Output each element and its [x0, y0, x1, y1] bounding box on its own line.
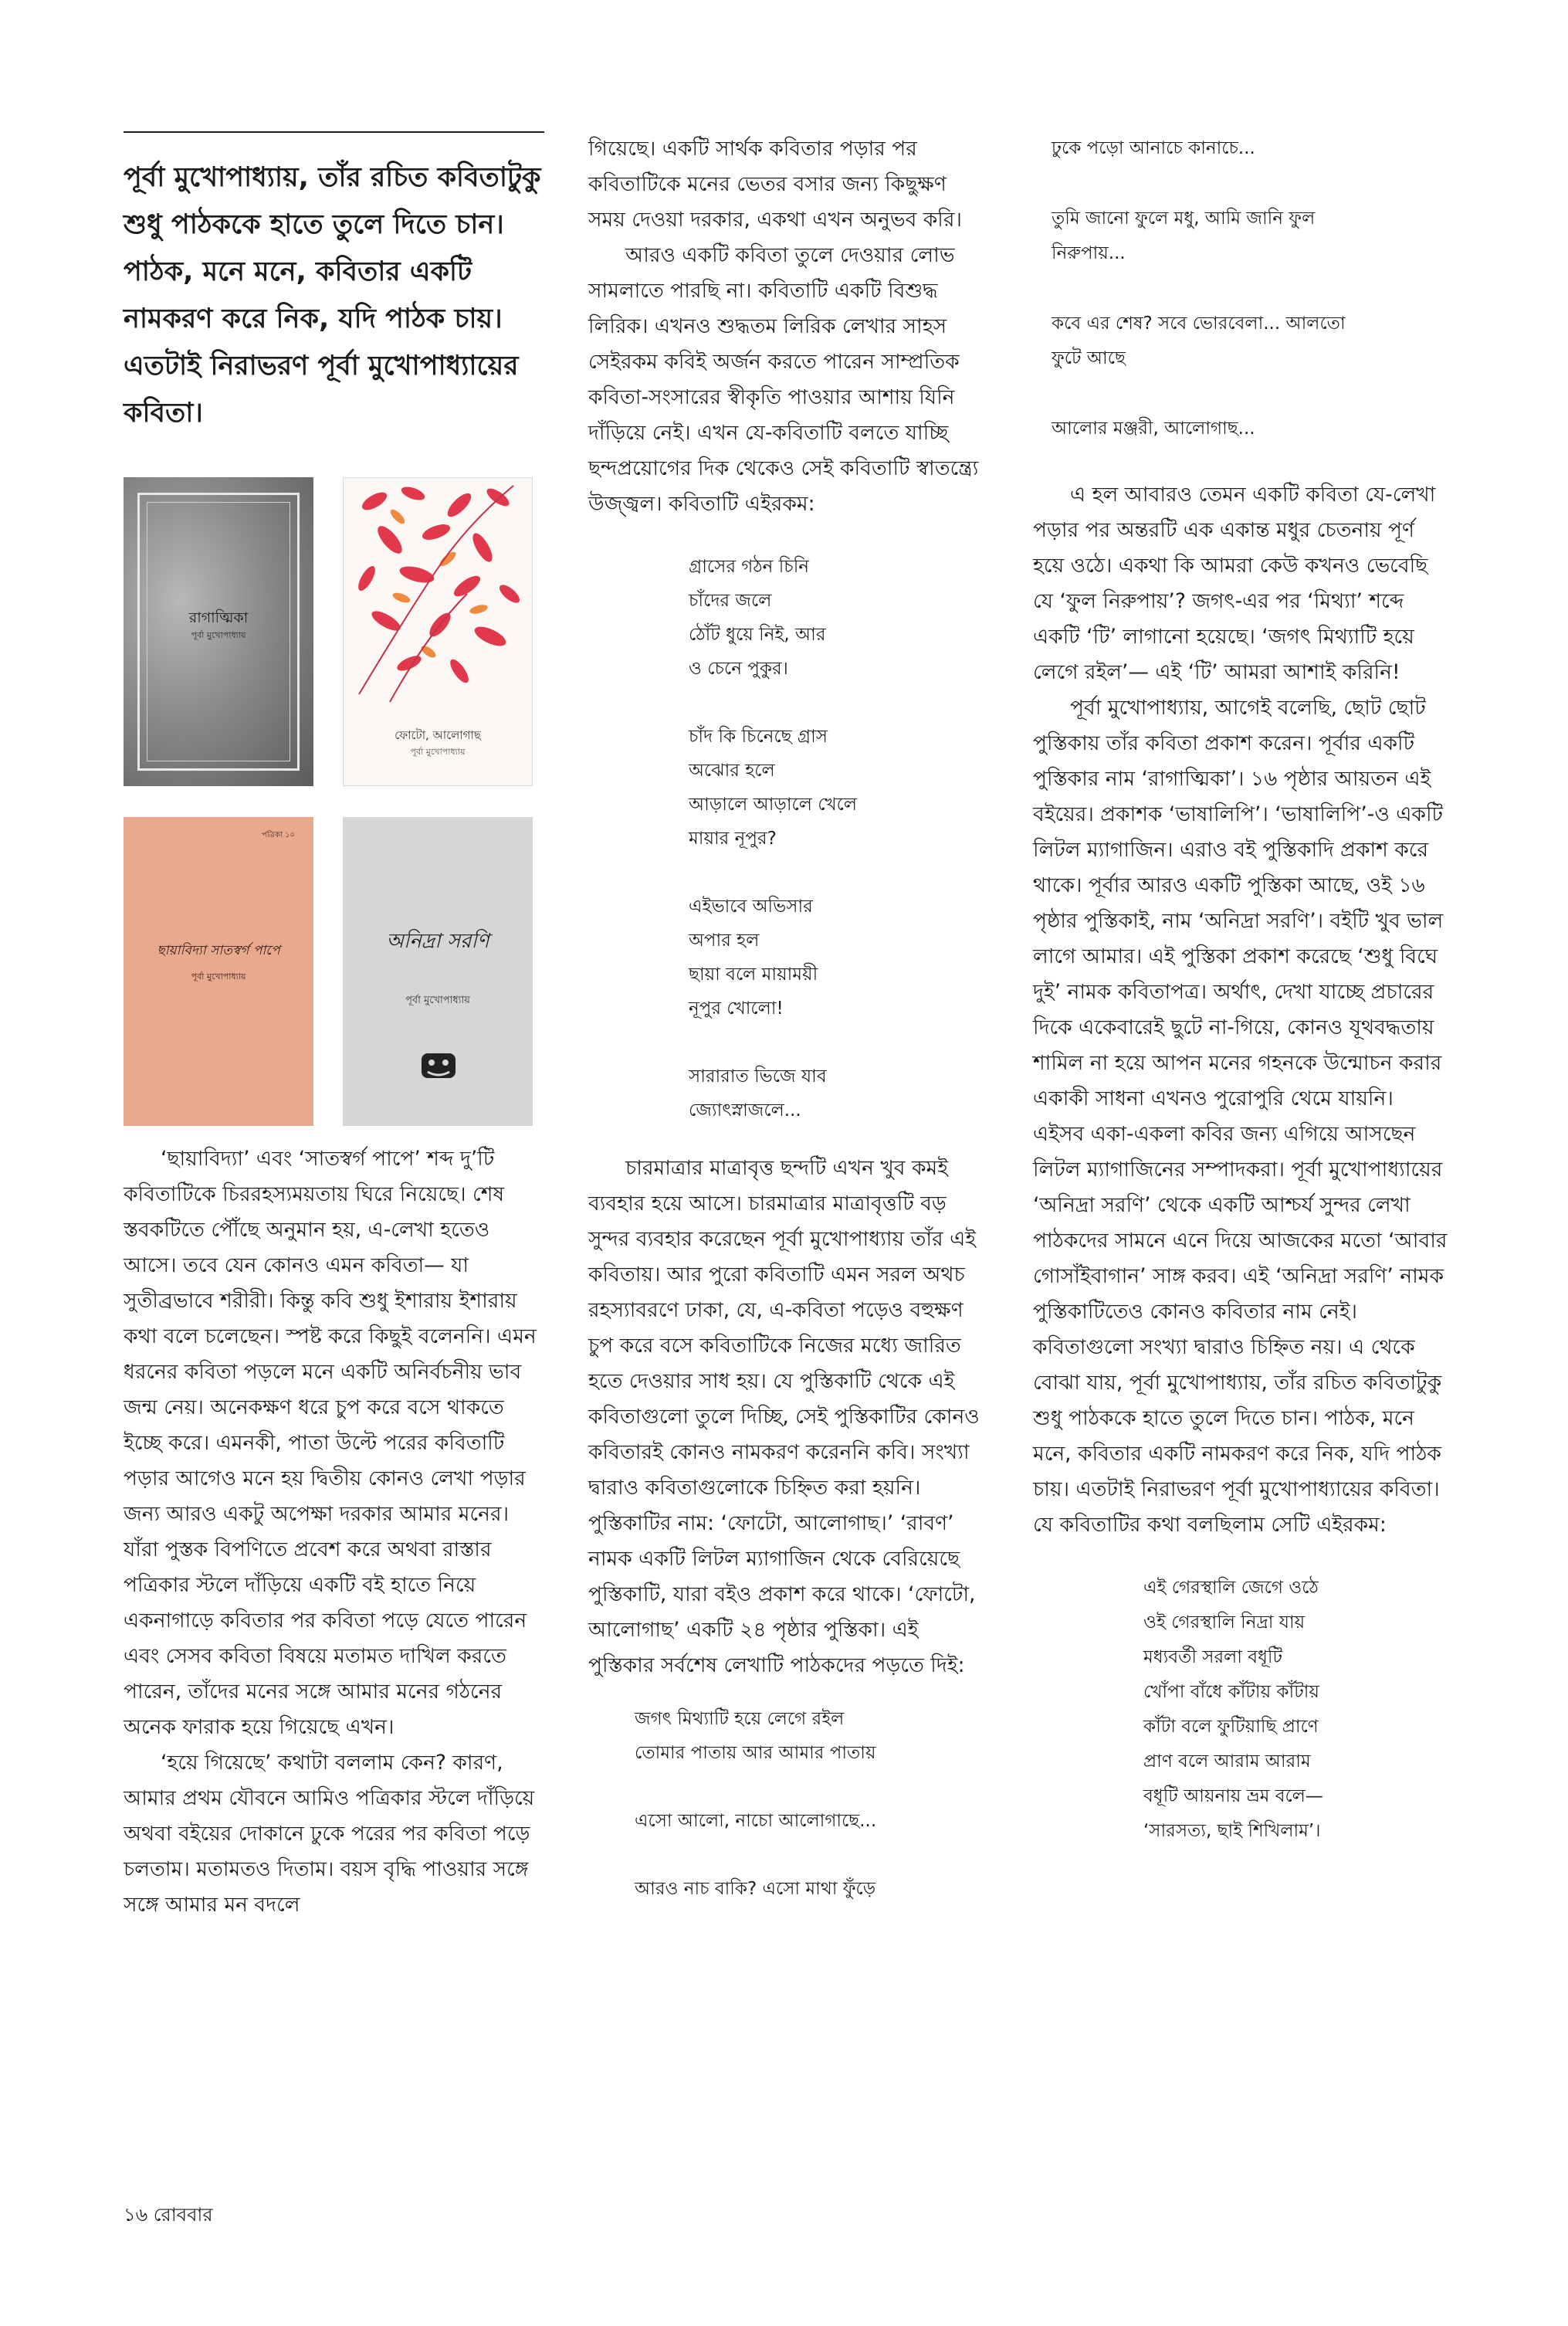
poem-line: জ্যোৎস্নাজলে... — [689, 1100, 801, 1121]
poem-line: মধ্যবর্তী সরলা বধূটি — [1143, 1647, 1283, 1667]
poem-falling-moon — [588, 550, 990, 1127]
poem-line: মায়ার নূপুর? — [689, 829, 777, 849]
page-footer: ১৬ রোববার — [124, 2204, 213, 2226]
poem-line: ওই গেরস্থালি নিদ্রা যায় — [1143, 1612, 1306, 1633]
poem-line: আড়ালে আড়ালে খেলে — [689, 795, 858, 815]
article-paragraph: গিয়েছে। একটি সার্থক কবিতার পড়ার পর কবিতাটিকে মনের ভেতর বসার জন্য কিছুক্ষণ সময় দেওয়া দরকার, একথা এখন অনুভব করি। — [588, 137, 962, 232]
book-covers — [124, 477, 544, 1141]
poem-line: খোঁপা বাঁধে কাঁটায় কাঁটায় — [1143, 1682, 1319, 1702]
cover-author: পূর্বা মুখোপাধ্যায় — [405, 995, 470, 1006]
poem-line: ফুটে আছে — [1052, 348, 1126, 368]
poem-line: ও চেনে পুকুর। — [689, 659, 788, 679]
poem-line: ঠোঁট ধুয়ে নিই, আর — [689, 625, 826, 645]
article-paragraph: চারমাত্রার মাত্রাবৃত্ত ছন্দটি এখন খুব কমই ব্যবহার হয়ে আসে। চারমাত্রার মাত্রাবৃত্তটি বড় সুন্দর ব্যবহার করেছেন পূর্বা মুখোপাধ্যায় তাঁর এই কবিতায়। আর পুরো কবিতাটি এমন সরল অথচ রহস্যাবরণে ঢাকা, যে, এ-কবিতা পড়েও বহুক্ষণ চুপ করে বসে কবিতাটিকে নিজের মধ্যে জারিত হতে দেওয়ার সাধ হয়। যে পুস্তিকাটি থেকে এই কবিতাগুলো তুলে দিচ্ছি, সেই পুস্তিকাটির কোনও কবিতারই কোনও নামকরণ করেননি কবি। সংখ্যা দ্বারাও কবিতাগুলোকে চিহ্নিত করা হয়নি। পুস্তিকাটির নাম: ‘ফোটো, আলোগাছ।’ ‘রাবণ’ নামক একটি লিটল ম্যাগাজিন থেকে বেরিয়েছে পুস্তিকাটি, যারা বইও প্রকাশ করে থাকে। ‘ফোটো, আলোগাছ’ একটি ২৪ পৃষ্ঠার পুস্তিকা। এই পুস্তিকার সর্বশেষ লেখাটি পাঠকদের পড়তে দিই: — [588, 1156, 980, 1677]
cover-photo-alogach — [343, 477, 533, 786]
poem-line: নূপুর খোলো! — [689, 999, 784, 1019]
cover-author: পূর্বা মুখোপাধ্যায় — [191, 971, 246, 982]
poem-line: জগৎ মিথ্যাটি হয়ে লেগে রইল — [635, 1709, 845, 1729]
column-middle — [588, 131, 990, 1906]
article-paragraph: আরও একটি কবিতা তুলে দেওয়ার লোভ সামলাতে পারছি না। কবিতাটি একটি বিশুদ্ধ লিরিক। এখনও শুদ্ধতম লিরিক লেখার সাহস সেইরকম কবিই অর্জন করতে পারেন সাম্প্রতিক কবিতা-সংসারের স্বীকৃতি পাওয়ার আশায় যিনি দাঁড়িয়ে নেই। এখন যে-কবিতাটি বলতে যাচ্ছি ছন্দপ্রয়োগের দিক থেকেও সেই কবিতাটি স্বাতন্ত্র্যে উজ্জ্বল। কবিতাটি এইরকম: — [588, 243, 979, 516]
poem-line: ঢুকে পড়ো আনাচে কানাচে... — [1052, 138, 1255, 158]
article-paragraph: এ হল আবারও তেমন একটি কবিতা যে-লেখা পড়ার পর অন্তরটি এক একান্ত মধুর চেতনায় পূর্ণ হয়ে ওঠে। একথা কি আমরা কেউ কখনও ভেবেছি যে ‘ফুল নিরুপায়’? জগৎ-এর পর ‘মিথ্যা’ শব্দে একটি ‘টি’ লাগানো হয়েছে। ‘জগৎ মিথ্যাটি হয়ে লেগে রইল’— এই ‘টি’ আমরা আশাই করিনি! — [1033, 483, 1436, 684]
pull-quote: পূর্বা মুখোপাধ্যায়, তাঁর রচিত কবিতাটুকু শুধু পাঠককে হাতে তুলে দিতে চান। পাঠক, মনে মনে, কবিতার একটি নামকরণ করে নিক, যদি পাঠক চায়। এতটাই নিরাভরণ পূর্বা মুখোপাধ্যায়ের কবিতা। — [124, 162, 541, 429]
poem-line: বধূটি আয়নায় ভ্রম বলে— — [1143, 1786, 1323, 1806]
poem-line: অঝোর হলে — [689, 761, 775, 781]
poem-line: এসো আলো, নাচো আলোগাছে... — [635, 1811, 877, 1831]
poem-line: নিরুপায়... — [1052, 243, 1126, 263]
column-right — [1033, 131, 1450, 1849]
poem-line: সারারাত ভিজে যাব — [689, 1066, 827, 1087]
poem-line: ছায়া বলে মায়াময়ী — [689, 965, 818, 985]
cover-author: পূর্বা মুখোপাধ্যায় — [410, 747, 466, 757]
cover-title: রাগাত্মিকা — [188, 609, 249, 626]
cover-title: অনিদ্রা সরণি — [386, 930, 489, 953]
article-paragraph: ‘হয়ে গিয়েছে’ কথাটা বললাম কেন? কারণ, আমার প্রথম যৌবনে আমিও পত্রিকার স্টলে দাঁড়িয়ে অথবা বইয়ের দোকানে ঢুকে পরের পর কবিতা পড়ে চলতাম। মতামতও দিতাম। বয়স বৃদ্ধি পাওয়ার সঙ্গে সঙ্গে আমার মন বদলে — [124, 1751, 535, 1917]
poem-line: আলোর মঞ্জরী, আলোগাছ... — [1052, 419, 1255, 439]
cover-anidra-sarani — [343, 817, 533, 1126]
cover-ragatmika — [124, 477, 313, 786]
poem-line: তোমার পাতায় আর আমার পাতায় — [635, 1743, 876, 1763]
poem-line: গ্রাসের গঠন চিনি — [689, 557, 810, 577]
poem-line: এইভাবে অভিসার — [689, 897, 813, 917]
poem-line: কাঁটা বলে ফুটিয়াছি প্রাণে — [1143, 1717, 1319, 1737]
pull-quote-rule — [124, 131, 544, 133]
poem-alogach-part1 — [588, 1702, 990, 1906]
poem-line: তুমি জানো ফুলে মধু, আমি জানি ফুল — [1052, 209, 1316, 229]
cover-title: ছায়াবিদ্যা সাতস্বর্গ পাপে — [157, 943, 280, 958]
article-paragraph: ‘ছায়াবিদ্যা’ এবং ‘সাতস্বর্গ পাপে’ শব্দ দু’টি কবিতাটিকে চিররহস্যময়তায় ঘিরে নিয়েছে। শেষ স্তবকটিতে পৌঁছে অনুমান হয়, এ-লেখা হতেও আসে। তবে যেন কোনও এমন কবিতা— যা সুতীব্রভাবে শরীরী। কিন্তু কবি শুধু ইশারায় ইশারায় কথা বলে চলেছেন। স্পষ্ট করে কিছুই বলেননি। এমন ধরনের কবিতা পড়লে মনে একটি অনির্বচনীয় ভাব জন্ম নেয়। অনেকক্ষণ ধরে চুপ করে বসে থাকতে ইচ্ছে করে। এমনকী, পাতা উল্টে পরের কবিতাটি পড়ার আগেও মনে হয় দ্বিতীয় কোনও লেখা পড়ার জন্য আরও একটু অপেক্ষা দরকার আমার মনের। যাঁরা পুস্তক বিপণিতে প্রবেশ করে অথবা রাস্তার পত্রিকার স্টলে দাঁড়িয়ে একটি বই হাতে নিয়ে একনাগাড়ে কবিতার পর কবিতা পড়ে যেতে পারেন এবং সেসব কবিতা বিষয়ে মতামত দাখিল করতে পারেন, তাঁদের মনের সঙ্গে আমার মনের গঠনের অনেক ফারাক হয়ে গিয়েছে এখন। — [124, 1147, 537, 1739]
leaf-illustration — [344, 478, 532, 710]
poem-line: অপার হল — [689, 931, 760, 951]
cover-author: পূর্বা মুখোপাধ্যায় — [191, 630, 246, 640]
cover-title: ফোটো, আলোগাছ — [395, 728, 481, 742]
poem-line: আরও নাচ বাকি? এসো মাথা ফুঁড়ে — [635, 1879, 876, 1899]
poem-line: চাঁদের জলে — [689, 591, 772, 611]
publisher-logo-icon — [418, 1049, 459, 1083]
article-paragraph: পূর্বা মুখোপাধ্যায়, আগেই বলেছি, ছোট ছোট পুস্তিকায় তাঁর কবিতা প্রকাশ করেন। পূর্বার একটি পুস্তিকার নাম ‘রাগাত্মিকা’। ১৬ পৃষ্ঠার আয়তন এই বইয়ের। প্রকাশক ‘ভাষালিপি’। ‘ভাষালিপি’-ও একটি লিটল ম্যাগাজিন। এরাও বই পুস্তিকাদি প্রকাশ করে থাকে। পূর্বার আরও একটি পুস্তিকা আছে, ওই ১৬ পৃষ্ঠার পুস্তিকাই, নাম ‘অনিদ্রা সরণি’। বইটি খুব ভাল লাগে আমার। এই পুস্তিকা প্রকাশ করেছে ‘শুধু বিঘে দুই’ নামক কবিতাপত্র। অর্থাৎ, দেখা যাচ্ছে প্রচারের দিকে একেবারেই ছুটে না-গিয়ে, কোনও যূথবদ্ধতায় শামিল না হয়ে আপন মনের গহনকে উন্মোচন করার একাকী সাধনা এখনও পুরোপুরি থেমে যায়নি। এইসব একা-একলা কবির জন্য এগিয়ে আসছেন লিটল ম্যাগাজিনের সম্পাদকরা। পূর্বা মুখোপাধ্যায়ের ‘অনিদ্রা সরণি’ থেকে একটি আশ্চর্য সুন্দর লেখা পাঠকদের সামনে এনে দিয়ে আজকের মতো ‘আবার গোসাঁইবাগান’ সাঙ্গ করব। এই ‘অনিদ্রা সরণি’ নামক পুস্তিকাটিতেও কোনও কবিতার নাম নেই। কবিতাগুলো সংখ্যা দ্বারাও চিহ্নিত নয়। এ থেকে বোঝা যায়, পূর্বা মুখোপাধ্যায়, তাঁর রচিত কবিতাটুকু শুধু পাঠককে হাতে তুলে দিতে চান। পাঠক, মনে মনে, কবিতার একটি নামকরণ করে নিক, যদি পাঠক চায়। এতটাই নিরাভরণ পূর্বা মুখোপাধ্যায়ের কবিতা। যে কবিতাটির কথা বলছিলাম সেটি এইরকম: — [1033, 696, 1448, 1537]
poem-line: কবে এর শেষ? সবে ভোরবেলা... আলতো — [1052, 314, 1346, 334]
cover-chhayavidya — [124, 817, 313, 1126]
column-left — [124, 131, 544, 1923]
poem-line: প্রাণ বলে আরাম আরাম — [1143, 1751, 1311, 1772]
cover-prelabel: পত্রিকা ১০ — [261, 831, 295, 839]
poem-line: এই গেরস্থালি জেগে ওঠে — [1143, 1578, 1319, 1598]
poem-alogach-part2 — [1033, 131, 1450, 446]
poem-line: চাঁদ কি চিনেছে গ্রাস — [689, 727, 828, 747]
poem-line: ‘সারসত্য, ছাই শিখিলাম’। — [1143, 1821, 1321, 1841]
poem-anidra-sarani — [1033, 1571, 1450, 1849]
